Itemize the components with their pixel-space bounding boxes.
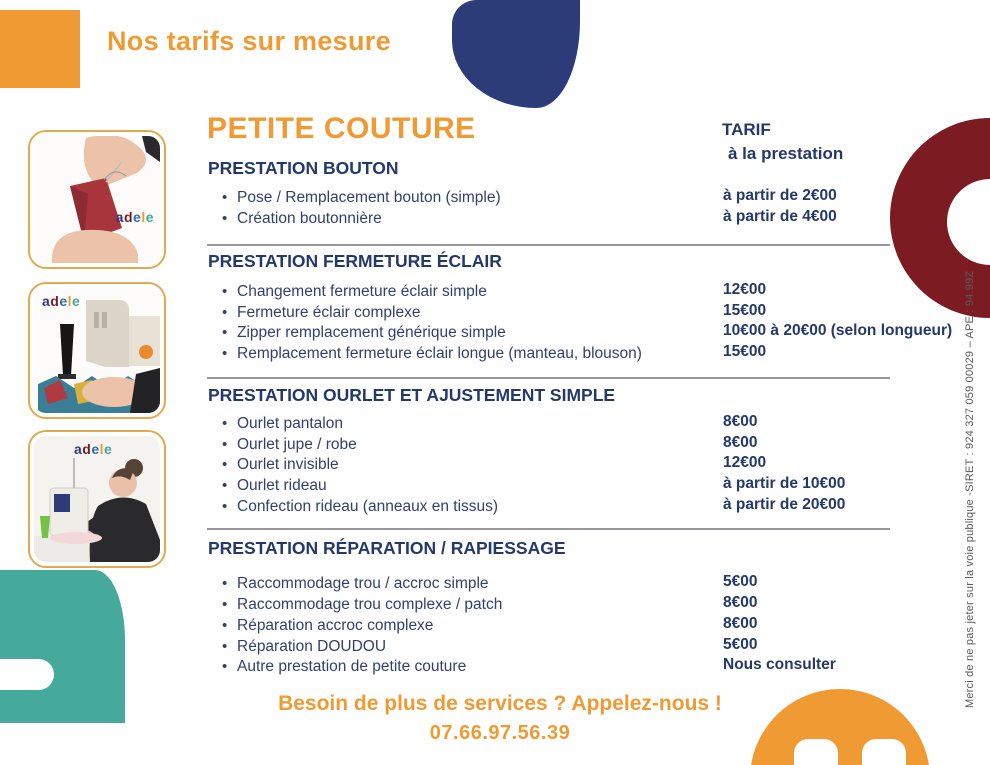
item-label: • Zipper remplacement générique simple	[237, 324, 506, 341]
logo-letter: l	[141, 209, 146, 225]
item-price: 5€00	[723, 636, 758, 653]
section-title-ourlet: PRESTATION OURLET ET AJUSTEMENT SIMPLE	[208, 385, 616, 405]
price-row	[207, 415, 967, 436]
price-row	[207, 210, 967, 231]
logo-letter: l	[67, 293, 73, 309]
item-label: • Pose / Remplacement bouton (simple)	[237, 189, 501, 206]
teal-letter-shape	[0, 570, 125, 723]
dome-notch-right	[862, 739, 906, 765]
price-row	[207, 596, 967, 617]
price-row	[207, 575, 967, 596]
item-label: • Autre prestation de petite couture	[237, 658, 467, 675]
tarif-column-subheader: à la prestation	[728, 144, 844, 163]
item-label: • Ourlet pantalon	[237, 415, 343, 432]
logo-letter: d	[123, 209, 134, 225]
price-row	[207, 283, 967, 304]
item-label: • Ourlet invisible	[237, 456, 339, 473]
price-row	[207, 658, 967, 679]
item-label: • Raccommodage trou / accroc simple	[237, 575, 489, 592]
item-label: • Fermeture éclair complexe	[237, 304, 421, 321]
item-price: à partir de 20€00	[723, 496, 846, 513]
teal-letter-notch	[0, 659, 54, 690]
tarif-column-header: TARIF	[722, 120, 771, 139]
section-divider	[207, 377, 890, 379]
price-row	[207, 324, 967, 345]
category-heading: PETITE COUTURE	[207, 112, 476, 145]
item-label: • Raccommodage trou complexe / patch	[237, 596, 503, 613]
item-price: 8€00	[723, 594, 758, 611]
logo-letter: l	[99, 441, 105, 457]
price-row	[207, 345, 967, 366]
section-title-reparation: PRESTATION RÉPARATION / RAPIESSAGE	[208, 538, 566, 558]
logo-letter: a	[115, 209, 124, 225]
item-price: Nous consulter	[723, 656, 836, 673]
price-row	[207, 436, 967, 457]
item-price: 8€00	[723, 413, 758, 430]
logo-letter: e	[91, 441, 100, 457]
item-label: • Remplacement fermeture éclair longue (manteau, blouson)	[237, 345, 642, 362]
price-row	[207, 617, 967, 638]
item-price: à partir de 10€00	[723, 475, 846, 492]
item-price: 12€00	[723, 454, 767, 471]
photo-card-seamstress	[28, 430, 166, 568]
item-price: 5€00	[723, 573, 758, 590]
photo-button-sewing	[34, 136, 160, 263]
section-divider	[207, 528, 890, 530]
price-row	[207, 498, 967, 519]
item-price: à partir de 4€00	[723, 208, 837, 225]
logo-letter: e	[145, 209, 154, 225]
adele-logo	[42, 294, 80, 308]
item-label: • Confection rideau (anneaux en tissus)	[237, 498, 499, 515]
section-divider	[207, 244, 890, 246]
item-price: 10€00 à 20€00 (selon longueur)	[723, 322, 953, 339]
logo-letter: e	[72, 293, 81, 309]
logo-letter: d	[50, 293, 60, 309]
logo-letter: e	[59, 293, 68, 309]
section-title-fermeture-eclair: PRESTATION FERMETURE ÉCLAIR	[208, 251, 502, 271]
item-label: • Ourlet rideau	[237, 477, 327, 494]
item-price: 8€00	[723, 615, 758, 632]
page-title: Nos tarifs sur mesure	[107, 26, 391, 56]
legal-note: Merci de ne pas jeter sur la voie publique -SIRET : 924 327 059 00029 – APE : 94.99Z	[964, 270, 976, 708]
price-row	[207, 638, 967, 659]
photo-seamstress	[34, 436, 160, 562]
section-title-bouton: PRESTATION BOUTON	[208, 158, 399, 178]
adele-logo	[74, 442, 112, 456]
logo-letter: a	[42, 293, 51, 309]
cta-text: Besoin de plus de services ? Appelez-nous !	[278, 692, 722, 715]
item-price: 15€00	[723, 302, 767, 319]
price-row	[207, 477, 967, 498]
item-label: • Ourlet jupe / robe	[237, 436, 357, 453]
item-price: 15€00	[723, 343, 767, 360]
logo-letter: e	[133, 209, 142, 225]
item-price: à partir de 2€00	[723, 187, 837, 204]
item-price: 12€00	[723, 281, 767, 298]
photo-card-sewing-machine	[28, 282, 166, 419]
orange-square-shape	[0, 10, 80, 88]
photo-sewing-machine	[34, 288, 160, 413]
item-price: 8€00	[723, 434, 758, 451]
logo-letter: d	[82, 441, 92, 457]
logo-letter: e	[104, 441, 113, 457]
item-label: • Changement fermeture éclair simple	[237, 283, 487, 300]
price-table	[207, 0, 967, 765]
item-label: • Création boutonnière	[237, 210, 382, 227]
item-label: • Réparation accroc complexe	[237, 617, 434, 634]
price-row	[207, 189, 967, 210]
item-label: • Réparation DOUDOU	[237, 638, 387, 655]
adele-logo	[116, 210, 154, 224]
phone-number: 07.66.97.56.39	[429, 722, 571, 744]
photo-illustration-hands-sewing	[34, 136, 160, 263]
photo-card-button-sewing	[28, 130, 166, 269]
logo-letter: a	[74, 441, 83, 457]
dome-notch-left	[794, 739, 838, 765]
price-row	[207, 456, 967, 477]
